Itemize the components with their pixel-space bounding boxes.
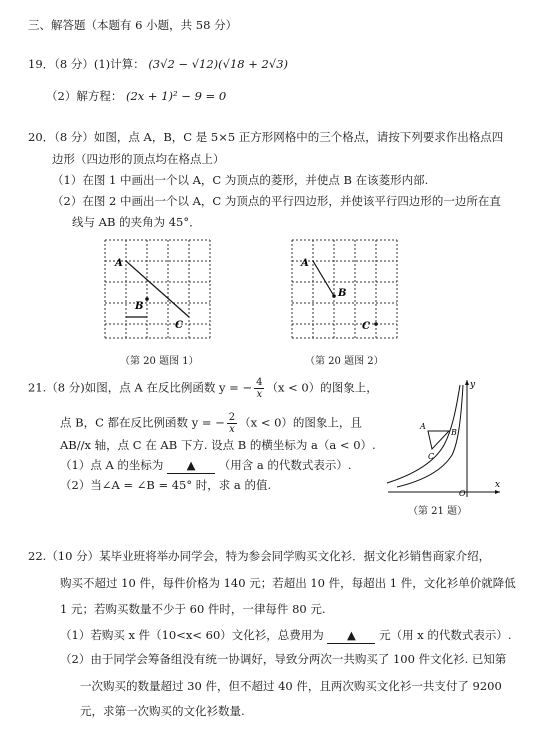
q21-line2-text: 点 B，C 都在反比例函数 y = − (60, 415, 225, 430)
label-a: A (115, 258, 123, 269)
q19-part2 (46, 89, 226, 104)
q21-line5: （2）当∠A = ∠B = 45° 时，求 a 的值. (60, 478, 272, 492)
q22-line1: 22.（10 分）某毕业班将举办同学会，特为参会同学购买文化衫．据文化衫销售商家介绍， (28, 549, 491, 563)
q20-figure-1 (95, 232, 220, 347)
q20-line3: （1）在图 1 中画出一个以 A，C 为顶点的菱形，并使点 B 在该菱形内部. (52, 173, 429, 187)
q19-part2-equation: (2x + 1)² − 9 = 0 (125, 89, 227, 103)
q22-line2: 购买不超过 10 件，每件价格为 140 元；若超出 10 件，每超出 1 件，文化衫单价就降低 (60, 576, 516, 590)
q20-line5: 线与 AB 的夹角为 45°． (72, 215, 201, 229)
q21-line1-tail: （x < 0）的图象上， (266, 380, 378, 395)
q20-line2: 边形（四边形的顶点均在格点上） (52, 152, 225, 166)
q19-part2-prefix: （2）解方程： (46, 89, 123, 103)
answer-blank: ▲ (327, 628, 375, 644)
label-x: x (495, 480, 501, 490)
q22-line7: 元，求第一次购买的文化衫数量. (80, 704, 245, 718)
point-b (145, 297, 149, 301)
q21-line4-text: （1）点 A 的坐标为 (60, 458, 164, 472)
q20-fig1-caption: （第 20 题图 1） (120, 356, 199, 367)
label-c: C (175, 320, 183, 331)
q20-figure-2 (282, 232, 407, 347)
fraction-4-over-x (254, 377, 264, 400)
q21-line2-tail: （x < 0）的图象上，且 (239, 415, 362, 430)
q22-line4-tail: 元（用 x 的代数式表示）. (379, 628, 512, 642)
q22-line3: 1 元；若购买数量不少于 60 件时，一律每件 80 元. (60, 602, 326, 616)
q19-part1-expression: (3√2 − √12)(√18 + 2√3) (148, 57, 288, 71)
q21-line1 (28, 377, 378, 400)
point-c (374, 322, 378, 326)
point-b (332, 294, 336, 298)
curve-y-neg4-over-x (387, 385, 460, 483)
q19-part1 (28, 57, 288, 72)
fraction-denominator: x (229, 424, 235, 435)
answer-blank: ▲ (167, 458, 215, 474)
q20-fig2-caption: （第 20 题图 2） (305, 356, 384, 367)
q21-line4-tail: （用含 a 的代数式表示）. (218, 458, 352, 472)
x-axis-arrow (495, 490, 500, 494)
label-c: C (362, 321, 370, 332)
label-a: A (301, 258, 309, 269)
q22-line6: 一次购买的数量超过 30 件，但不超过 40 件，且两次购买文化衫一共支付了 9200 (80, 679, 502, 693)
q21-caption: （第 21 题） (408, 506, 468, 517)
q21-line2 (60, 412, 362, 435)
q21-line1-text: 21.（8 分)如图，点 A 在反比例函数 y = − (28, 380, 253, 395)
label-b: B (338, 288, 347, 299)
q21-line3: AB//x 轴，点 C 在 AB 下方. 设点 B 的横坐标为 a（a < 0）. (60, 438, 376, 452)
q20-line4: （2）在图 2 中画出一个以 A，C 为顶点的平行四边形，并使该平行四边形的一边所在直 (52, 194, 501, 208)
q22-line5: （2）由于同学会筹备组没有统一协调好，导致分两次一共购买了 100 件文化衫. 已知第 (60, 652, 507, 666)
segment-ab (313, 261, 334, 296)
label-b: B (135, 301, 144, 312)
q19-part1-prefix: 19．（8 分）(1)计算： (28, 57, 145, 71)
label-b: B (451, 428, 457, 437)
label-origin: O (459, 489, 466, 498)
q21-figure (382, 375, 507, 500)
fraction-numerator: 2 (228, 412, 236, 423)
q22-line4 (60, 628, 512, 644)
section-header: 三、解答题（本题有 6 小题，共 58 分） (28, 18, 238, 32)
fraction-2-over-x (227, 412, 237, 435)
q22-line4-text: （1）若购买 x 件（10<x< 60）文化衫，总费用为 (60, 628, 324, 642)
fraction-denominator: x (256, 389, 263, 400)
fraction-numerator: 4 (256, 377, 263, 388)
label-y: y (470, 380, 476, 390)
q21-line4 (60, 458, 352, 474)
q20-line1: 20．（8 分）如图，点 A，B，C 是 5×5 正方形网格中的三个格点，请按下列要求作出格点四 (28, 130, 504, 144)
label-c: C (428, 452, 435, 461)
label-a: A (420, 422, 426, 431)
y-axis-arrow (465, 380, 469, 385)
